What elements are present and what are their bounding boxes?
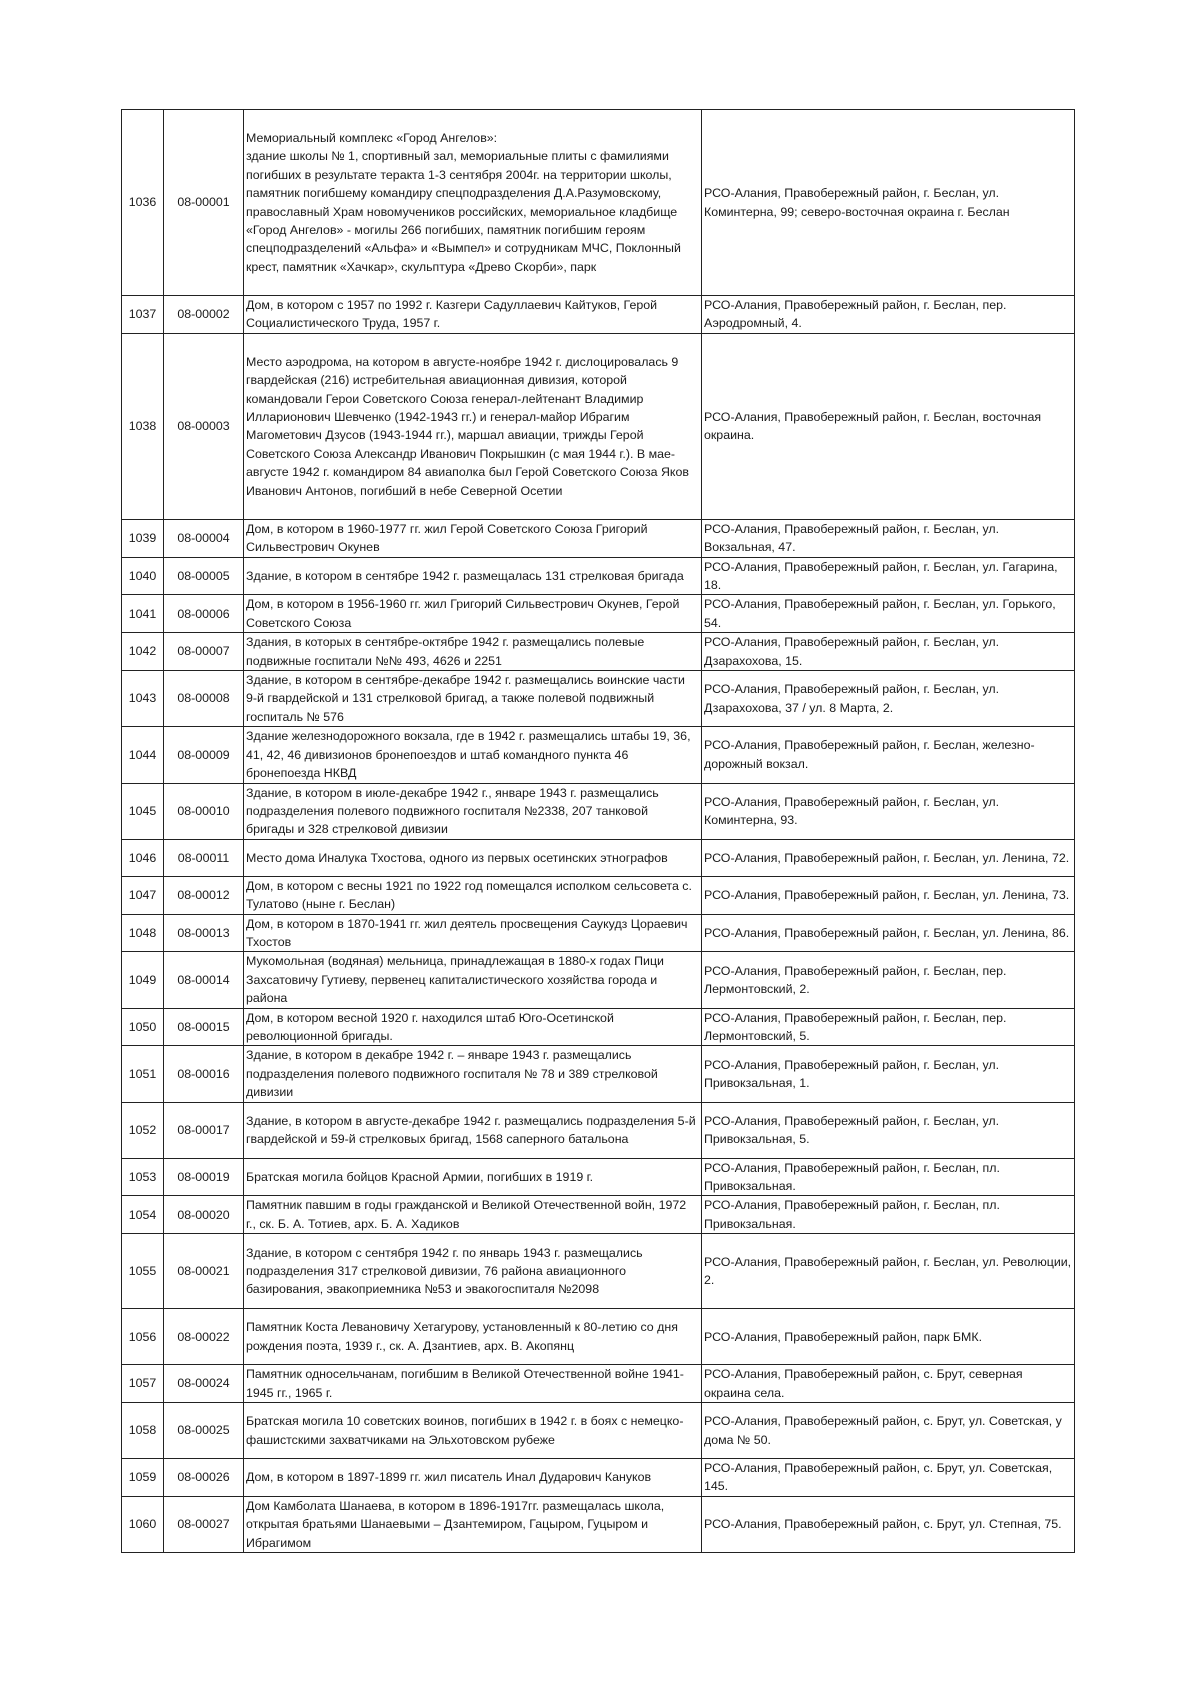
table-row <box>122 914 1075 952</box>
address-cell: РСО-Алания, Правобережный район, г. Беслан, ул. Вокзальная, 47. <box>702 519 1075 557</box>
table-row <box>122 727 1075 783</box>
address-cell: РСО-Алания, Правобережный район, с. Брут, ул. Советская, у дома № 50. <box>702 1403 1075 1459</box>
table-row <box>122 557 1075 595</box>
description-cell: Памятник павшим в годы гражданской и Великой Отечественной войн, 1972 г., ск. Б. А. Тотиев, арх. Б. А. Хадиков <box>244 1196 702 1234</box>
description-cell: Здания, в которых в сентябре-октябре 1942 г. размещались полевые подвижные госпитали №№ 493, 4626 и 2251 <box>244 633 702 671</box>
table-row <box>122 671 1075 727</box>
table-row <box>122 1196 1075 1234</box>
registry-code-cell: 08-00008 <box>164 671 244 727</box>
table-row <box>122 296 1075 334</box>
row-number-cell: 1039 <box>122 519 164 557</box>
row-number-cell: 1043 <box>122 671 164 727</box>
monuments-table-body <box>122 110 1075 1553</box>
table-row <box>122 1008 1075 1046</box>
registry-code-cell: 08-00021 <box>164 1234 244 1309</box>
table-row <box>122 1158 1075 1196</box>
table-row <box>122 1403 1075 1459</box>
registry-code-cell: 08-00010 <box>164 783 244 839</box>
registry-code-cell: 08-00011 <box>164 839 244 876</box>
row-number-cell: 1046 <box>122 839 164 876</box>
row-number-cell: 1042 <box>122 633 164 671</box>
registry-code-cell: 08-00026 <box>164 1459 244 1497</box>
row-number-cell: 1038 <box>122 333 164 519</box>
row-number-cell: 1050 <box>122 1008 164 1046</box>
description-cell: Дом, в котором в 1956-1960 гг. жил Григорий Сильвестрович Окунев, Герой Советского Союза <box>244 595 702 633</box>
row-number-cell: 1052 <box>122 1102 164 1158</box>
registry-code-cell: 08-00017 <box>164 1102 244 1158</box>
address-cell: РСО-Алания, Правобережный район, г. Беслан, пл. Привокзальная. <box>702 1158 1075 1196</box>
registry-code-cell: 08-00027 <box>164 1496 244 1552</box>
registry-code-cell: 08-00015 <box>164 1008 244 1046</box>
table-row <box>122 1309 1075 1365</box>
table-row <box>122 110 1075 296</box>
table-row <box>122 876 1075 914</box>
row-number-cell: 1059 <box>122 1459 164 1497</box>
address-cell: РСО-Алания, Правобережный район, г. Беслан, ул. Дзарахохова, 15. <box>702 633 1075 671</box>
row-number-cell: 1037 <box>122 296 164 334</box>
description-cell: Дом, в котором весной 1920 г. находился штаб Юго-Осетинской революционной бригады. <box>244 1008 702 1046</box>
address-cell: РСО-Алания, Правобережный район, г. Беслан, пер. Лермонтовский, 2. <box>702 952 1075 1008</box>
description-cell: Памятник Коста Левановичу Хетагурову, установленный к 80-летию со дня рождения поэта, 1939 г., ск. А. Дзантиев, арх. В. Акопянц <box>244 1309 702 1365</box>
address-cell: РСО-Алания, Правобережный район, г. Беслан, пл. Привокзальная. <box>702 1196 1075 1234</box>
row-number-cell: 1049 <box>122 952 164 1008</box>
registry-code-cell: 08-00025 <box>164 1403 244 1459</box>
registry-code-cell: 08-00003 <box>164 333 244 519</box>
registry-code-cell: 08-00020 <box>164 1196 244 1234</box>
row-number-cell: 1040 <box>122 557 164 595</box>
table-row <box>122 952 1075 1008</box>
row-number-cell: 1047 <box>122 876 164 914</box>
description-cell: Здание, в котором в сентябре 1942 г. размещалась 131 стрелковая бригада <box>244 557 702 595</box>
address-cell: РСО-Алания, Правобережный район, г. Беслан, ул. Коминтерна, 93. <box>702 783 1075 839</box>
table-row <box>122 1365 1075 1403</box>
registry-code-cell: 08-00004 <box>164 519 244 557</box>
address-cell: РСО-Алания, Правобережный район, г. Беслан, ул. Революции, 2. <box>702 1234 1075 1309</box>
address-cell: РСО-Алания, Правобережный район, г. Беслан, ул. Дзарахохова, 37 / ул. 8 Марта, 2. <box>702 671 1075 727</box>
table-row <box>122 1102 1075 1158</box>
description-cell: Здание, в котором в декабре 1942 г. – январе 1943 г. размещались подразделения полевого подвижного госпиталя № 78 и 389 стрелковой дивизии <box>244 1046 702 1102</box>
table-row <box>122 1496 1075 1552</box>
monuments-table <box>121 109 1075 1553</box>
table-row <box>122 1234 1075 1309</box>
registry-code-cell: 08-00005 <box>164 557 244 595</box>
description-cell: Мукомольная (водяная) мельница, принадлежащая в 1880-х годах Пици Захсатовичу Гутиеву, первенец капиталистического хозяйства города и района <box>244 952 702 1008</box>
row-number-cell: 1054 <box>122 1196 164 1234</box>
registry-code-cell: 08-00022 <box>164 1309 244 1365</box>
description-cell: Дом, в котором с 1957 по 1992 г. Казгери Садуллаевич Кайтуков, Герой Социалистического Труда, 1957 г. <box>244 296 702 334</box>
registry-code-cell: 08-00013 <box>164 914 244 952</box>
address-cell: РСО-Алания, Правобережный район, г. Беслан, восточная окраина. <box>702 333 1075 519</box>
address-cell: РСО-Алания, Правобережный район, г. Беслан, ул. Коминтерна, 99; северо-восточная окраина г. Беслан <box>702 110 1075 296</box>
address-cell: РСО-Алания, Правобережный район, с. Брут, северная окраина села. <box>702 1365 1075 1403</box>
registry-code-cell: 08-00007 <box>164 633 244 671</box>
description-cell: Дом, в котором в 1960-1977 гг. жил Герой Советского Союза Григорий Сильвестрович Окунев <box>244 519 702 557</box>
description-cell: Памятник односельчанам, погибшим в Великой Отечественной войне 1941-1945 гг., 1965 г. <box>244 1365 702 1403</box>
address-cell: РСО-Алания, Правобережный район, г. Беслан, железно-дорожный вокзал. <box>702 727 1075 783</box>
registry-code-cell: 08-00024 <box>164 1365 244 1403</box>
description-cell: Здание, в котором в сентябре-декабре 1942 г. размещались воинские части 9-й гвардейской и 131 стрелковой бригад, а также полевой подвижный госпиталь № 576 <box>244 671 702 727</box>
table-row <box>122 839 1075 876</box>
address-cell: РСО-Алания, Правобережный район, г. Беслан, пер. Лермонтовский, 5. <box>702 1008 1075 1046</box>
registry-code-cell: 08-00002 <box>164 296 244 334</box>
table-row <box>122 1046 1075 1102</box>
description-cell: Дом, в котором с весны 1921 по 1922 год помещался исполком сельсовета с. Тулатово (ныне г. Беслан) <box>244 876 702 914</box>
row-number-cell: 1045 <box>122 783 164 839</box>
table-row <box>122 519 1075 557</box>
table-row <box>122 783 1075 839</box>
row-number-cell: 1051 <box>122 1046 164 1102</box>
row-number-cell: 1053 <box>122 1158 164 1196</box>
registry-code-cell: 08-00009 <box>164 727 244 783</box>
row-number-cell: 1056 <box>122 1309 164 1365</box>
row-number-cell: 1058 <box>122 1403 164 1459</box>
registry-code-cell: 08-00014 <box>164 952 244 1008</box>
description-cell: Здание, в котором в июле-декабре 1942 г., январе 1943 г. размещались подразделения полевого подвижного госпиталя №2338, 207 танковой бригады и 328 стрелковой дивизии <box>244 783 702 839</box>
row-number-cell: 1044 <box>122 727 164 783</box>
row-number-cell: 1048 <box>122 914 164 952</box>
description-cell: Братская могила бойцов Красной Армии, погибших в 1919 г. <box>244 1158 702 1196</box>
address-cell: РСО-Алания, Правобережный район, г. Беслан, ул. Привокзальная, 1. <box>702 1046 1075 1102</box>
registry-code-cell: 08-00006 <box>164 595 244 633</box>
address-cell: РСО-Алания, Правобережный район, парк БМК. <box>702 1309 1075 1365</box>
description-cell: Здание, в котором с сентября 1942 г. по январь 1943 г. размещались подразделения 317 стрелковой дивизии, 76 района авиационного базирования, эвакоприемника №53 и эвакогоспиталя №2098 <box>244 1234 702 1309</box>
description-cell: Место дома Иналука Тхостова, одного из первых осетинских этнографов <box>244 839 702 876</box>
address-cell: РСО-Алания, Правобережный район, г. Беслан, ул. Горького, 54. <box>702 595 1075 633</box>
registry-code-cell: 08-00016 <box>164 1046 244 1102</box>
row-number-cell: 1060 <box>122 1496 164 1552</box>
description-cell: Место аэродрома, на котором в августе-ноябре 1942 г. дислоцировалась 9 гвардейская (216) истребительная авиационная дивизия, которой командовали Герои Советского Союза генерал-лейтенант Владимир Илларионович Шевченко (1942-1943 гг.) и генерал-майор Ибрагим Магометович Дзусов (1943-1944 гг.), маршал авиации, трижды Герой Советского Союза Александр Иванович Покрышкин (с мая 1944 г.). В мае-августе 1942 г. командиром 84 авиаполка был Герой Советского Союза Яков Иванович Антонов, погибший в небе Северной Осетии <box>244 333 702 519</box>
description-cell: Братская могила 10 советских воинов, погибших в 1942 г. в боях с немецко-фашистскими захватчиками на Эльхотовском рубеже <box>244 1403 702 1459</box>
table-row <box>122 633 1075 671</box>
description-cell: Здание, в котором в августе-декабре 1942 г. размещались подразделения 5-й гвардейской и 59-й стрелковых бригад, 1568 саперного батальона <box>244 1102 702 1158</box>
description-cell: Дом Камболата Шанаева, в котором в 1896-1917гг. размещалась школа, открытая братьями Шанаевыми – Дзантемиром, Гацыром, Гуцыром и Ибрагимом <box>244 1496 702 1552</box>
row-number-cell: 1057 <box>122 1365 164 1403</box>
table-row <box>122 333 1075 519</box>
address-cell: РСО-Алания, Правобережный район, г. Беслан, ул. Ленина, 73. <box>702 876 1075 914</box>
table-row <box>122 595 1075 633</box>
description-cell: Дом, в котором в 1897-1899 гг. жил писатель Инал Дударович Кануков <box>244 1459 702 1497</box>
address-cell: РСО-Алания, Правобережный район, г. Беслан, ул. Гагарина, 18. <box>702 557 1075 595</box>
row-number-cell: 1055 <box>122 1234 164 1309</box>
registry-code-cell: 08-00019 <box>164 1158 244 1196</box>
registry-code-cell: 08-00012 <box>164 876 244 914</box>
address-cell: РСО-Алания, Правобережный район, г. Беслан, пер. Аэродромный, 4. <box>702 296 1075 334</box>
address-cell: РСО-Алания, Правобережный район, г. Беслан, ул. Ленина, 86. <box>702 914 1075 952</box>
description-cell: Здание железнодорожного вокзала, где в 1942 г. размещались штабы 19, 36, 41, 42, 46 дивизионов бронепоездов и штаб командного пункта 46 бронепоезда НКВД <box>244 727 702 783</box>
description-cell: Дом, в котором в 1870-1941 гг. жил деятель просвещения Саукудз Цораевич Тхостов <box>244 914 702 952</box>
registry-code-cell: 08-00001 <box>164 110 244 296</box>
address-cell: РСО-Алания, Правобережный район, с. Брут, ул. Советская, 145. <box>702 1459 1075 1497</box>
address-cell: РСО-Алания, Правобережный район, г. Беслан, ул. Ленина, 72. <box>702 839 1075 876</box>
table-row <box>122 1459 1075 1497</box>
row-number-cell: 1041 <box>122 595 164 633</box>
row-number-cell: 1036 <box>122 110 164 296</box>
address-cell: РСО-Алания, Правобережный район, с. Брут, ул. Степная, 75. <box>702 1496 1075 1552</box>
description-cell: Мемориальный комплекс «Город Ангелов»: здание школы № 1, спортивный зал, мемориальные плиты с фамилиями погибших в результате теракта 1-3 сентября 2004г. на территории школы, памятник погибшему командиру спецподразделения Д.А.Разумовскому, православный Храм новомучеников российских, мемориальное кладбище «Город Ангелов» - могилы 266 погибших, памятник погибшим героям спецподразделений «Альфа» и «Вымпел» и сотрудникам МЧС, Поклонный крест, памятник «Хачкар», скульптура «Древо Скорби», парк <box>244 110 702 296</box>
address-cell: РСО-Алания, Правобережный район, г. Беслан, ул. Привокзальная, 5. <box>702 1102 1075 1158</box>
